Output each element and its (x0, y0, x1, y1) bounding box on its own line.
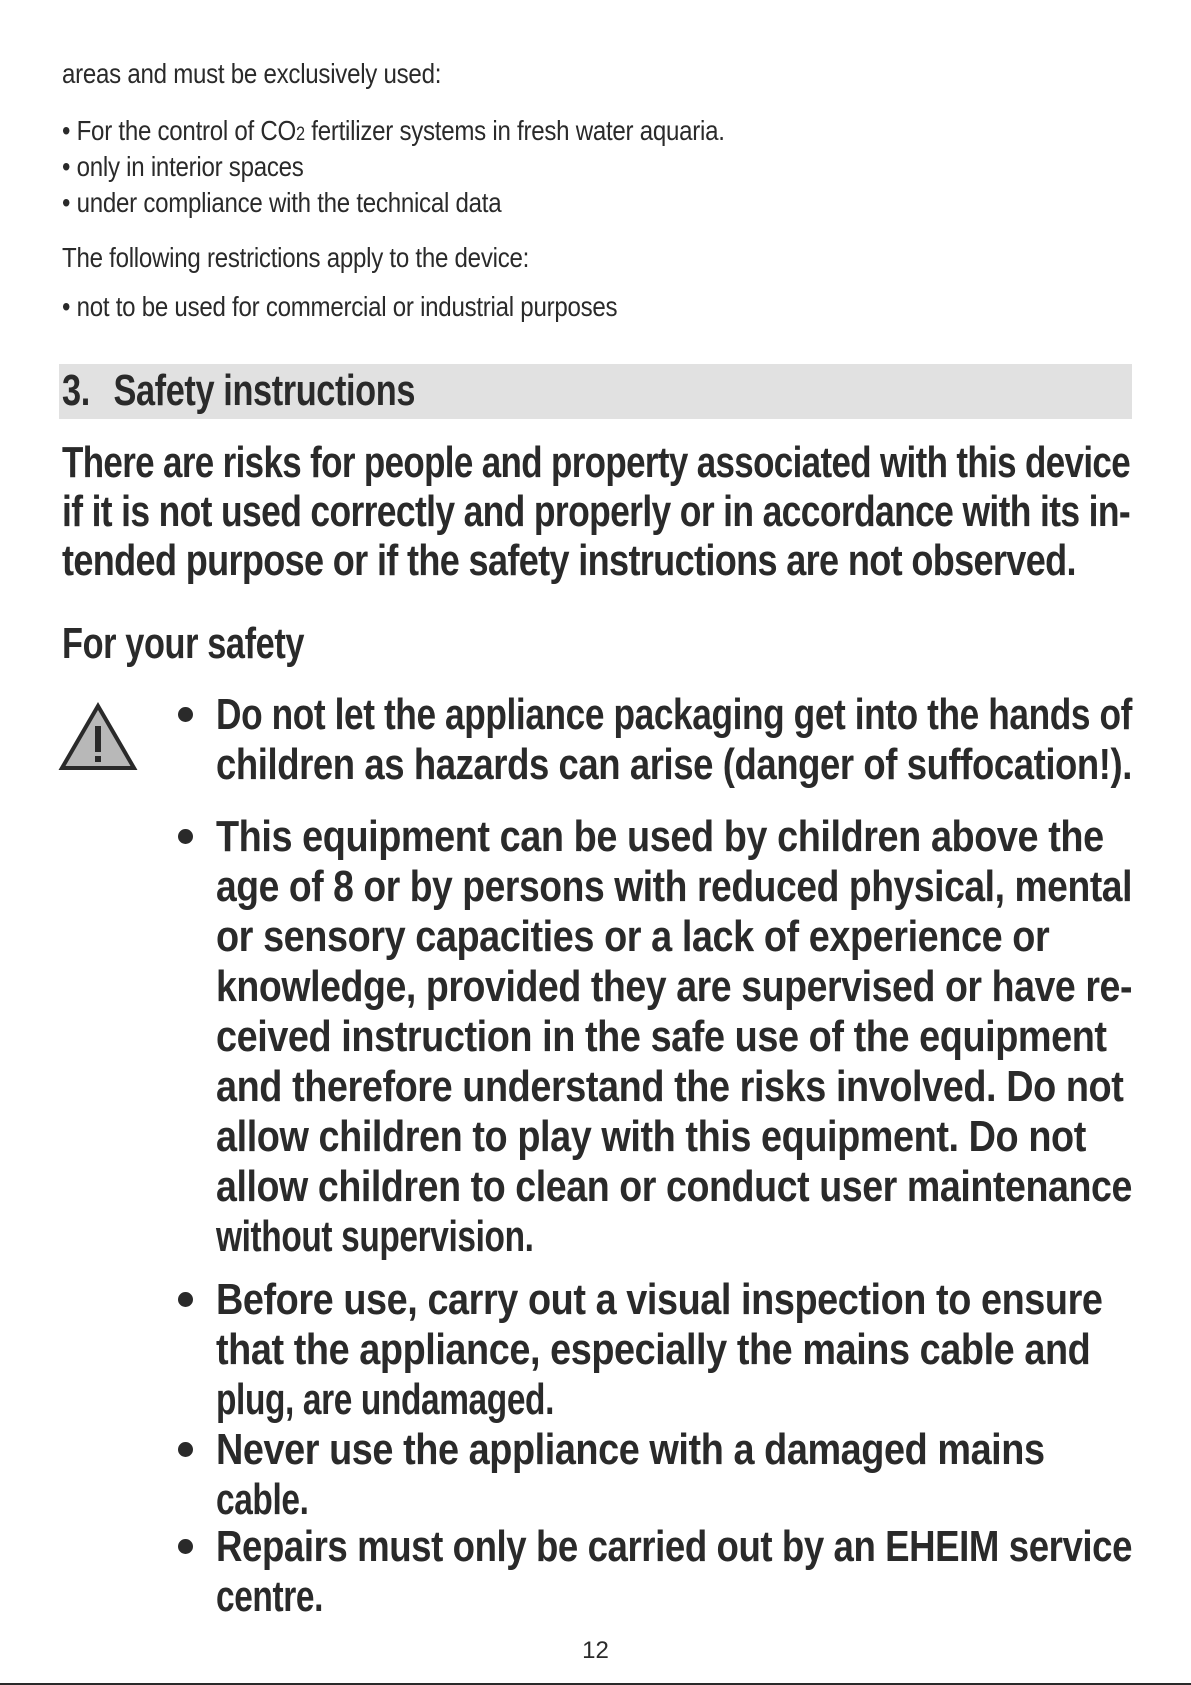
intended-use-list (62, 113, 833, 221)
safety-item-text: cable. (216, 1475, 309, 1524)
restrictions-list (62, 289, 708, 325)
for-your-safety-heading (62, 619, 372, 669)
safety-item-line (216, 912, 1185, 962)
safety-item-text: Repairs must only be carried out by an EHEIM service (216, 1522, 1133, 1571)
warning-line-text: There are risks for people and property associated with this device (62, 438, 1130, 487)
list-item-text: • under compliance with the technical data (62, 187, 502, 218)
list-item-text: • For the control of CO (62, 115, 297, 146)
safety-list-item (178, 1522, 1138, 1622)
warning-line-text: if it is not used correctly and properly or in accordance with its in- (62, 487, 1130, 536)
subscript-2: 2 (296, 124, 305, 145)
bullet-icon (178, 707, 193, 722)
list-item (62, 149, 833, 185)
safety-item-text: ceived instruction in the safe use of the equipment (216, 1012, 1107, 1061)
safety-item-line (216, 812, 1191, 862)
safety-item-text: knowledge, provided they are supervised or have re- (216, 962, 1133, 1011)
safety-list-item (178, 1275, 1138, 1425)
warning-triangle-icon (58, 702, 138, 772)
safety-item-text: and therefore understand the risks involved. Do not (216, 1062, 1124, 1111)
warning-line (62, 487, 1132, 536)
section-title: Safety instructions (113, 366, 416, 415)
safety-item-text: plug, are undamaged. (216, 1375, 555, 1424)
safety-item-line (216, 740, 1191, 790)
safety-list-item (178, 812, 1138, 1262)
safety-item-line (216, 862, 1191, 912)
safety-item-text: Before use, carry out a visual inspection to ensure (216, 1275, 1103, 1324)
safety-item-line (216, 1162, 1191, 1212)
intro-text-content: areas and must be exclusively used: (62, 58, 442, 89)
safety-item-text: that the appliance, especially the mains cable and (216, 1325, 1091, 1374)
intro-text (62, 58, 503, 90)
list-item (62, 289, 708, 325)
safety-item-line (216, 1375, 661, 1425)
warning-line (62, 536, 1132, 585)
safety-item-line (216, 1012, 1191, 1062)
warning-line (62, 438, 1132, 487)
subheading-text: For your safety (62, 619, 305, 668)
safety-list-item (178, 690, 1138, 790)
safety-item-line (216, 690, 1191, 740)
safety-item-text: or sensory capacities or a lack of experience or (216, 912, 1050, 961)
section-number: 3. (62, 366, 90, 415)
list-item (62, 185, 833, 221)
safety-item-text: allow children to play with this equipment. Do not (216, 1112, 1086, 1161)
safety-item-line (216, 1275, 1191, 1325)
safety-item-line (216, 1572, 357, 1622)
bullet-icon (178, 1292, 193, 1307)
safety-item-text: children as hazards can arise (danger of suffocation!). (216, 740, 1133, 789)
safety-item-line (216, 962, 1191, 1012)
restrictions-title (62, 242, 605, 274)
safety-item-text: This equipment can be used by children above the (216, 812, 1104, 861)
safety-item-text: without supervision. (216, 1212, 534, 1261)
bullet-icon (178, 1539, 193, 1554)
bullet-icon (178, 829, 193, 844)
warning-line-text: tended purpose or if the safety instructions are not observed. (62, 536, 1076, 585)
safety-item-text: Never use the appliance with a damaged mains (216, 1425, 1045, 1474)
list-item-text: • not to be used for commercial or industrial purposes (62, 291, 618, 322)
safety-item-text: age of 8 or by persons with reduced physical, mental (216, 862, 1133, 911)
safety-item-line (216, 1475, 338, 1525)
bullet-icon (178, 1442, 193, 1457)
safety-item-line (216, 1425, 1179, 1475)
safety-item-text: allow children to clean or conduct user maintenance (216, 1162, 1132, 1211)
restrictions-title-text: The following restrictions apply to the device: (62, 242, 530, 273)
section-heading (62, 366, 515, 416)
safety-item-line (216, 1522, 1191, 1572)
safety-item-line (216, 1212, 634, 1262)
safety-item-text: Do not let the appliance packaging get into the hands of (216, 690, 1132, 739)
list-item (62, 113, 833, 149)
warning-paragraph (62, 438, 1132, 585)
page-number: 12 (582, 1637, 609, 1664)
safety-item-line (216, 1062, 1191, 1112)
safety-item-line (216, 1112, 1191, 1162)
list-item-text: • only in interior spaces (62, 151, 304, 182)
safety-list-item (178, 1425, 1138, 1525)
safety-item-line (216, 1325, 1191, 1375)
list-item-text-tail: fertilizer systems in fresh water aquaria. (304, 115, 725, 146)
safety-item-text: centre. (216, 1572, 324, 1621)
